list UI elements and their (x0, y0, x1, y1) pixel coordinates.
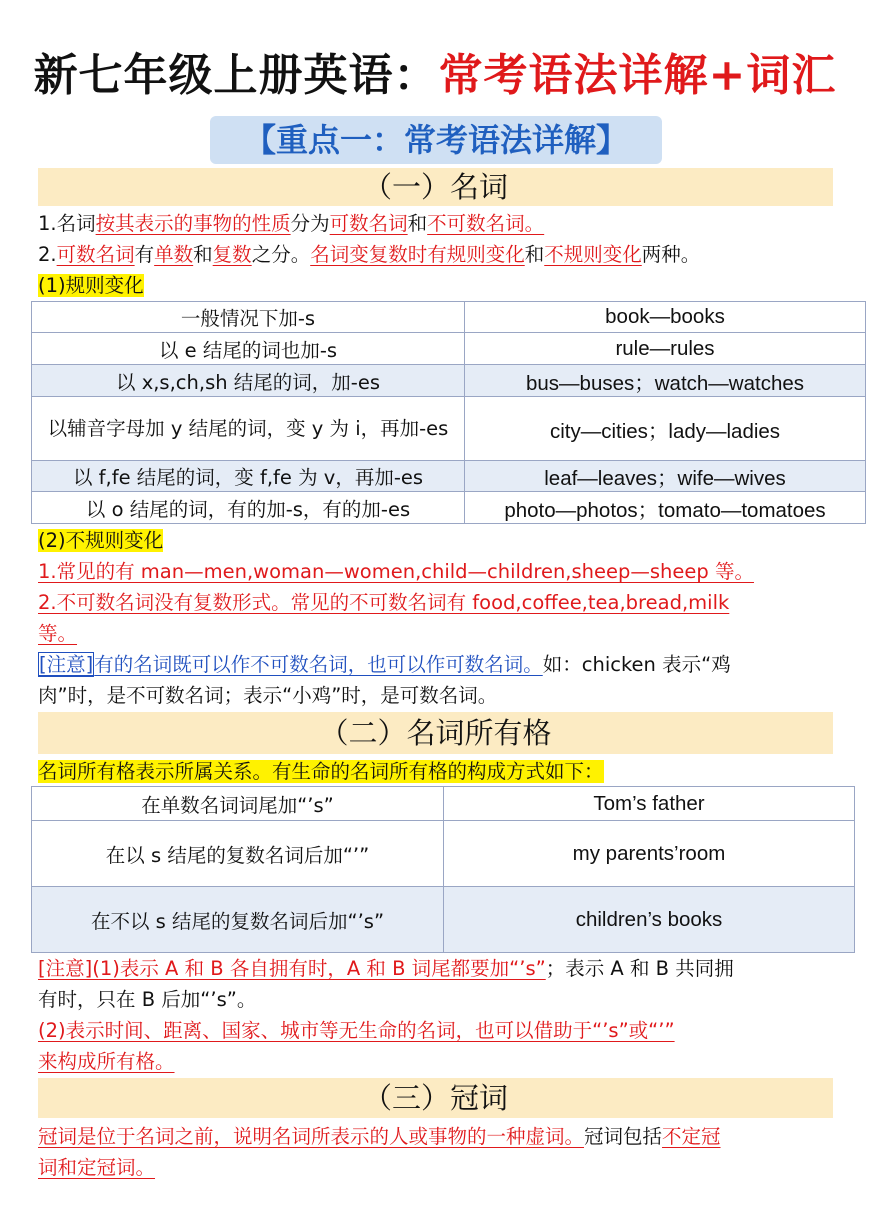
possessive-table (31, 786, 855, 953)
uncountable-line-end: 等。 (38, 622, 78, 645)
note-red-text: [注意](1)表示 A 和 B 各自拥有时，A 和 B 词尾都要加“’s” (38, 957, 546, 980)
text: 按其表示的事物的性质 (95, 212, 291, 235)
irregular-change-label: (2)不规则变化 (38, 529, 164, 552)
rule-cell: 以 f,fe 结尾的词，变 f,fe 为 v，再加-es (32, 461, 465, 492)
text: 不可数名词。 (427, 212, 545, 235)
table-row (32, 365, 866, 397)
example-cell: photo—photos；tomato—tomatoes (465, 492, 866, 524)
text: 冠词是位于名词之前，说明名词所表示的人或事物的一种虚词。 (38, 1125, 585, 1148)
possessive-note-line-4: 来构成所有格。 (38, 1050, 175, 1073)
table-row (32, 397, 866, 461)
possessive-intro: 名词所有格表示所属关系。有生命的名词所有格的构成方式如下： (38, 760, 604, 783)
rule-cell: 以 x,s,ch,sh 结尾的词，加-es (32, 365, 465, 397)
example-cell: Tom’s father (444, 787, 855, 821)
example-cell: my parents’room (444, 821, 855, 887)
text: 不定冠 (662, 1125, 721, 1148)
text: 之分。 (251, 243, 311, 266)
possessive-note-line-1 (38, 953, 838, 984)
note-blue-text: 有的名词既可以作不可数名词，也可以作可数名词。 (94, 653, 543, 676)
text: 两种。 (641, 243, 701, 266)
noun-definition-line (38, 208, 838, 239)
text: 名词变复数时有规则变化 (310, 243, 525, 266)
text: 和 (193, 243, 213, 266)
table-row (32, 461, 866, 492)
countable-noun-line (38, 239, 838, 270)
text: 单数 (154, 243, 194, 266)
key-point-banner: 【重点一：常考语法详解】 (210, 116, 662, 164)
article-definition-line-2: 词和定冠词。 (38, 1156, 156, 1179)
regular-change-label: (1)规则变化 (38, 274, 144, 297)
example-cell: book—books (465, 302, 866, 333)
rule-cell: 在单数名词词尾加“’s” (32, 787, 444, 821)
section-heading-articles: （三）冠词 (38, 1078, 833, 1118)
table-row (32, 887, 855, 953)
text: 复数 (212, 243, 252, 266)
uncountable-line: 2.不可数名词没有复数形式。常见的不可数名词有 food,coffee,tea,bread,milk (38, 591, 730, 614)
text: 分为 (290, 212, 330, 235)
text: 2. (38, 243, 57, 266)
page-title (0, 46, 870, 106)
example-cell: rule—rules (465, 333, 866, 365)
irregular-examples-line: 1.常见的有 man—men,woman—women,child—children,sheep—sheep 等。 (38, 560, 754, 583)
note-chicken-line-2: 肉”时，是不可数名词；表示“小鸡”时，是可数名词。 (38, 684, 498, 707)
possessive-note-line-3: (2)表示时间、距离、国家、城市等无生命的名词，也可以借助于“’s”或“’” (38, 1019, 675, 1042)
note-black-text: ；表示 A 和 B 共同拥 (545, 957, 734, 980)
section-heading-possessive: （二）名词所有格 (38, 712, 833, 754)
section-heading-nouns: （一）名词 (38, 168, 833, 206)
text: 可数名词 (329, 212, 408, 235)
text: 可数名词 (56, 243, 135, 266)
rule-cell: 以辅音字母加 y 结尾的词，变 y 为 i，再加-es (32, 397, 465, 461)
example-cell: children’s books (444, 887, 855, 953)
note-black-text: 如：chicken 表示“鸡 (542, 653, 731, 676)
text: 不规则变化 (544, 243, 642, 266)
table-row (32, 787, 855, 821)
rule-cell: 在以 s 结尾的复数名词后加“’” (32, 821, 444, 887)
rule-cell: 以 o 结尾的词，有的加-s，有的加-es (32, 492, 465, 524)
text: 冠词包括 (584, 1125, 663, 1148)
text: 和 (524, 243, 545, 266)
rule-cell: 一般情况下加-s (32, 302, 465, 333)
title-black: 新七年级上册英语： (33, 50, 439, 101)
possessive-note-line-2: 有时，只在 B 后加“’s”。 (38, 988, 257, 1011)
table-row (32, 302, 866, 333)
title-red: 常考语法详解+词汇 (438, 50, 837, 101)
example-cell: bus—buses；watch—watches (465, 365, 866, 397)
text: 1.名词 (38, 212, 96, 235)
example-cell: leaf—leaves；wife—wives (465, 461, 866, 492)
plural-rules-table (31, 301, 866, 524)
rule-cell: 在不以 s 结尾的复数名词后加“’s” (32, 887, 444, 953)
table-row (32, 492, 866, 524)
example-cell: city—cities；lady—ladies (465, 397, 866, 461)
text: 和 (407, 212, 428, 235)
table-row (32, 821, 855, 887)
possessive-intro-row (38, 756, 838, 787)
rule-cell: 以 e 结尾的词也加-s (32, 333, 465, 365)
article-definition-line (38, 1121, 838, 1152)
text: 有 (134, 243, 155, 266)
note-tag: [注意] (39, 653, 94, 676)
note-chicken-line (38, 649, 838, 680)
irregular-change-label-row (38, 525, 838, 556)
table-row (32, 333, 866, 365)
regular-change-label-row (38, 270, 838, 301)
